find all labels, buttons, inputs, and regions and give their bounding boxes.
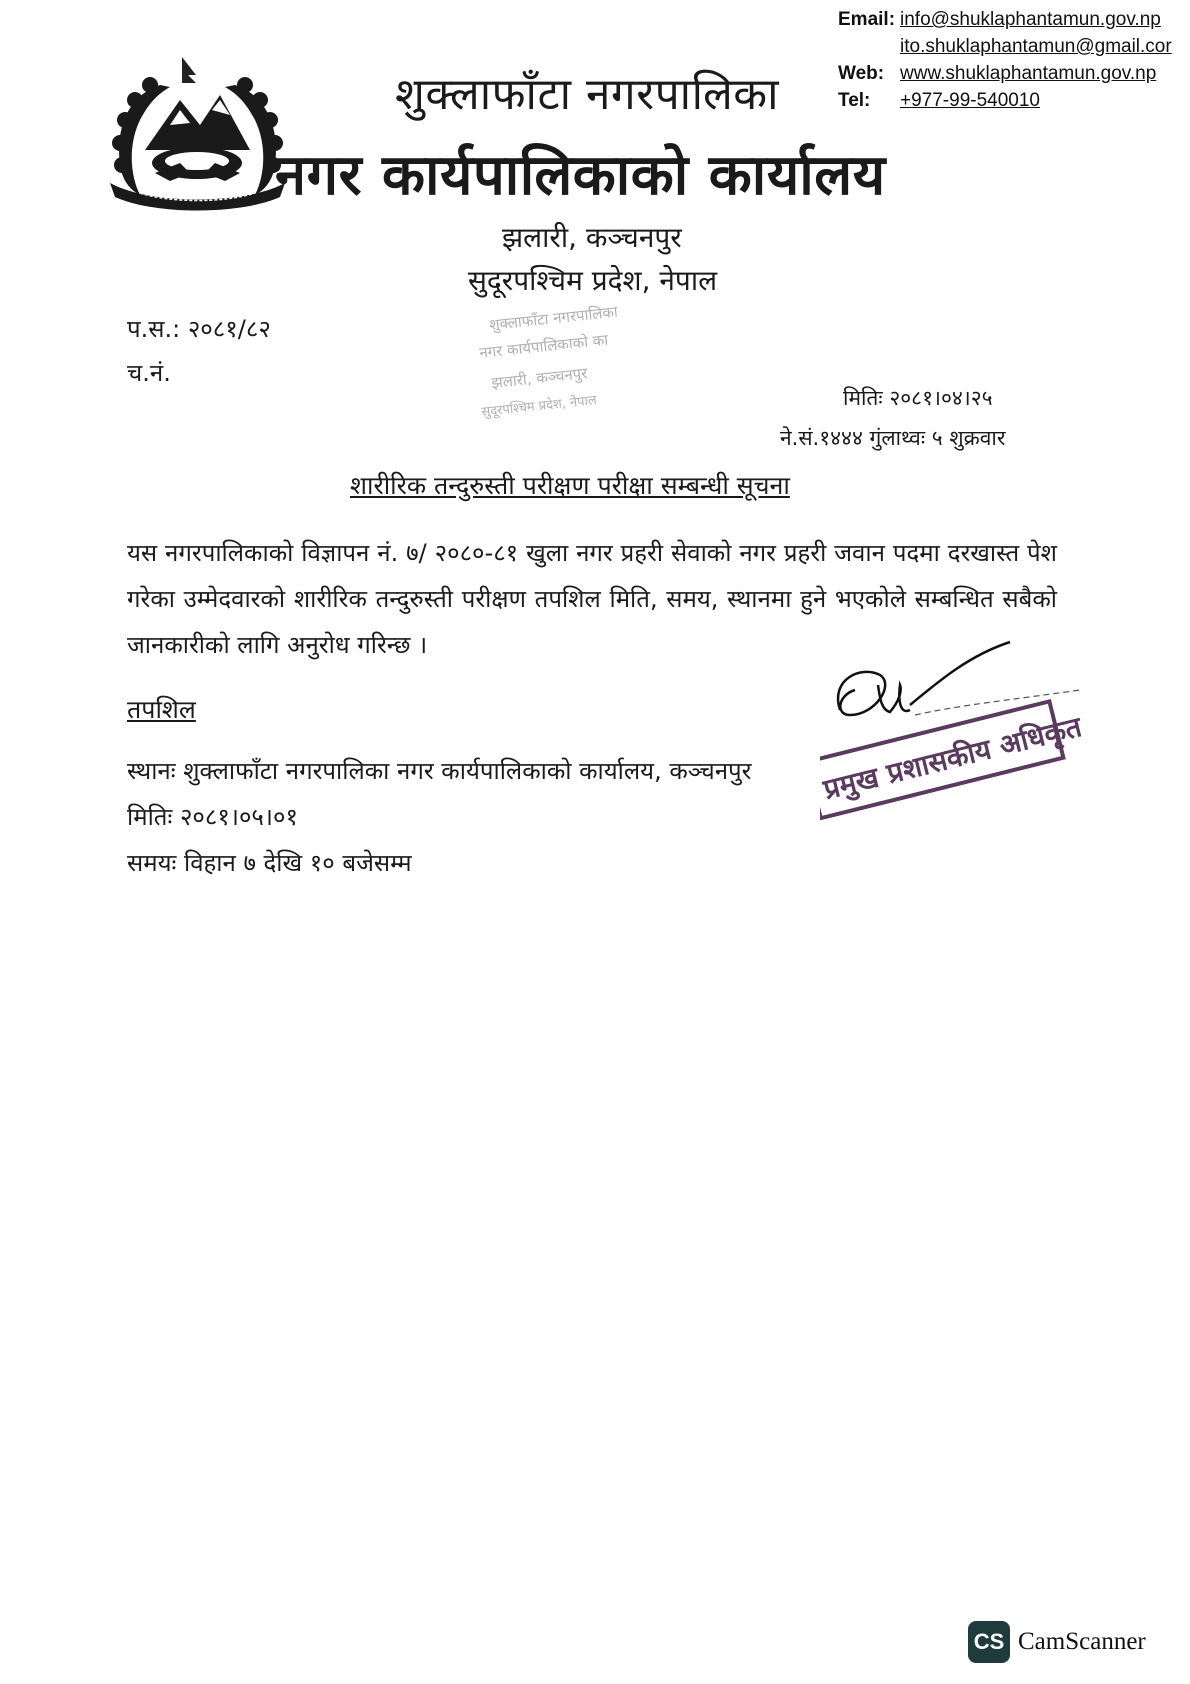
schedule-date: मितिः २०८१।०५।०१ <box>127 803 298 831</box>
email-label: Email: <box>838 9 896 30</box>
letter-reference-number: प.स.: २०८१/८२ <box>127 315 271 343</box>
svg-text:प्रमुख प्रशासकीय अधिकृत: प्रमुख प्रशासकीय अधिकृत <box>820 709 1085 807</box>
camscanner-logo-icon: CS <box>968 1621 1010 1663</box>
schedule-time: समयः विहान ७ देखि १० बजेसम्म <box>127 849 412 877</box>
notice-subject: शारीरिक तन्दुरुस्ती परीक्षण परीक्षा सम्बन्धी सूचना <box>350 471 790 500</box>
svg-text:सुदूरपश्चिम प्रदेश, नेपाल: सुदूरपश्चिम प्रदेश, नेपाल <box>480 392 598 420</box>
government-emblem-icon <box>100 55 295 215</box>
tel-row <box>838 87 1172 114</box>
email-link-secondary[interactable]: ito.shuklaphantamun@gmail.cor <box>900 36 1172 57</box>
web-label: Web: <box>838 63 885 84</box>
dispatch-number: च.नं. <box>127 359 171 387</box>
web-row <box>838 60 1172 87</box>
contact-block <box>838 6 1172 114</box>
email-row-secondary <box>838 33 1172 60</box>
tel-number[interactable]: +977-99-540010 <box>900 90 1040 111</box>
svg-text:शुक्लाफाँटा नगरपालिका: शुक्लाफाँटा नगरपालिका <box>488 302 619 334</box>
camscanner-label: CamScanner <box>1018 1628 1146 1655</box>
office-name: नगर कार्यपालिकाको कार्यालय <box>275 143 886 208</box>
svg-text:नगर कार्यपालिकाको का: नगर कार्यपालिकाको का <box>478 330 609 362</box>
email-link-primary[interactable]: info@shuklaphantamun.gov.np <box>900 9 1161 30</box>
address-line-1: झलारी, कञ्चनपुर <box>502 221 682 254</box>
address-line-2: सुदूरपश्चिम प्रदेश, नेपाल <box>468 264 718 297</box>
email-row <box>838 6 1172 33</box>
camscanner-watermark <box>968 1621 1146 1663</box>
tel-label: Tel: <box>838 90 871 111</box>
municipality-name: शुक्लाफाँटा नगरपालिका <box>395 69 779 120</box>
office-seal-icon <box>460 300 650 440</box>
nepal-sambat-date: ने.सं.१४४४ गुंलाथ्वः ५ शुक्रवार <box>780 426 1006 450</box>
svg-text:झलारी, कञ्चनपुर: झलारी, कञ्चनपुर <box>490 364 589 392</box>
signature-stamp-icon <box>820 640 1120 830</box>
issue-date: मितिः २०८१।०४।२५ <box>843 386 993 410</box>
schedule-location: स्थानः शुक्लाफाँटा नगरपालिका नगर कार्यपालिकाको कार्यालय, कञ्चनपुर <box>127 757 752 785</box>
schedule-heading: तपशिल <box>127 695 196 724</box>
notice-body: यस नगरपालिकाको विज्ञापन नं. ७/ २०८०-८१ खुला नगर प्रहरी सेवाको नगर प्रहरी जवान पदमा दरखास्त पेश गरेका उम्मेदवारको शारीरिक तन्दुरुस्ती परीक्षण तपशिल मिति, समय, स्थानमा हुने भएकोले सम्बन्धित सबैको जानकारीको लागि अनुरोध गरिन्छ । <box>127 539 1057 659</box>
web-link[interactable]: www.shuklaphantamun.gov.np <box>900 63 1157 84</box>
